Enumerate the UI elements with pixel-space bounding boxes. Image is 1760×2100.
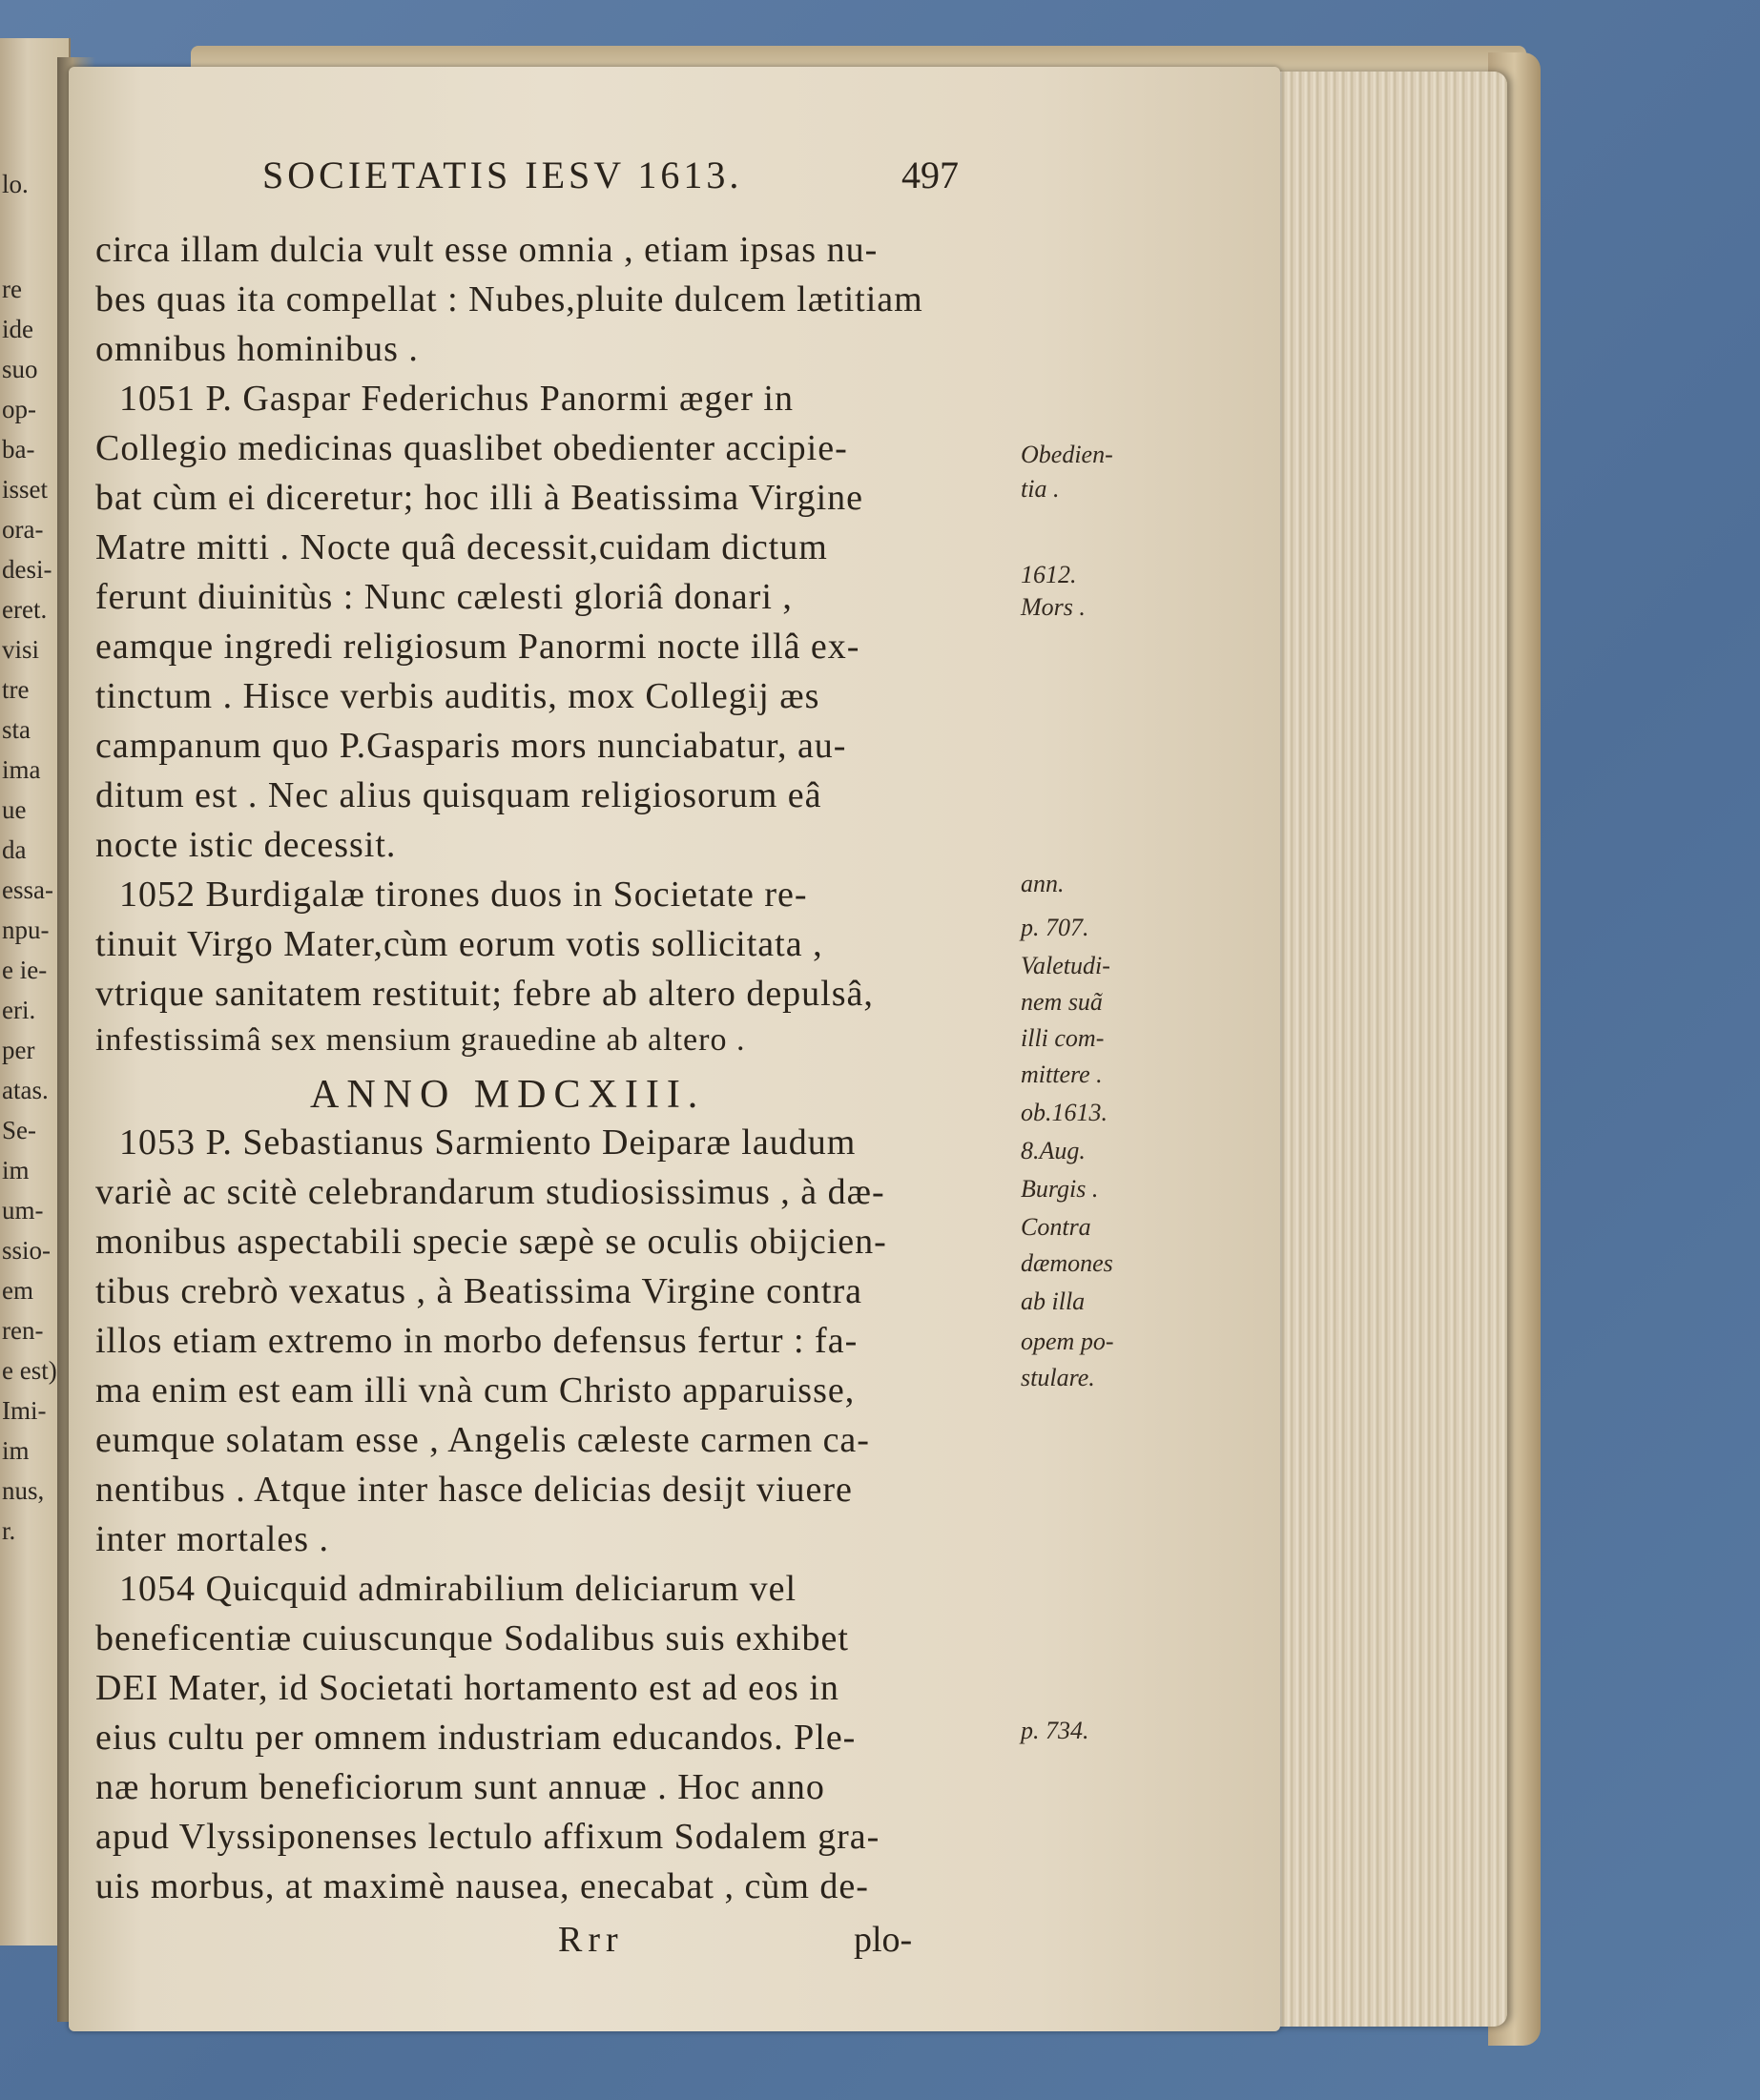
left-fragment: Se- — [2, 1116, 36, 1144]
left-fragment: essa- — [2, 875, 53, 904]
body-line: ma enim est eam illi vnà cum Christo apparuisse, — [95, 1370, 856, 1410]
body-line: monibus aspectabili specie sæpè se oculis obijcien- — [95, 1222, 887, 1262]
body-line: campanum quo P.Gasparis mors nunciabatur, au- — [95, 726, 847, 766]
left-fragment: op- — [2, 395, 36, 423]
left-fragment: desi- — [2, 555, 52, 584]
left-fragment: isset — [2, 475, 49, 504]
margin-note: nem suã — [1021, 988, 1103, 1016]
signature-mark: Rrr — [558, 1920, 624, 1960]
left-fragment: eri. — [2, 996, 36, 1024]
body-line: ferunt diuinitùs : Nunc cælesti gloriâ donari , — [95, 577, 793, 617]
left-fragment: eret. — [2, 595, 48, 624]
body-line: 1052 Burdigalæ tirones duos in Societate re- — [119, 875, 808, 915]
left-fragment: um- — [2, 1196, 44, 1225]
left-fragment: ssio- — [2, 1236, 52, 1265]
left-fragment: im — [2, 1156, 30, 1184]
left-fragment: da — [2, 835, 27, 864]
page-fore-edge — [1269, 72, 1507, 2027]
left-fragment: ide — [2, 315, 33, 343]
section-title: ANNO MDCXIII. — [310, 1073, 706, 1117]
margin-note: illi com- — [1021, 1024, 1105, 1052]
body-line: apud Vlyssiponenses lectulo affixum Sodalem gra- — [95, 1817, 880, 1857]
body-line: Collegio medicinas quaslibet obedienter accipie- — [95, 428, 848, 468]
margin-note: Contra — [1021, 1213, 1091, 1241]
margin-note: opem po- — [1021, 1328, 1114, 1355]
left-fragment: per — [2, 1036, 35, 1064]
body-line: DEI Mater, id Societati hortamento est ad eos in — [95, 1668, 839, 1708]
body-line: omnibus hominibus . — [95, 329, 419, 369]
margin-note: tia . — [1021, 475, 1060, 503]
body-line: bat cùm ei diceretur; hoc illi à Beatissima Virgine — [95, 478, 863, 518]
left-fragment: Imi- — [2, 1396, 47, 1425]
left-fragment: ba- — [2, 435, 35, 463]
margin-note: dæmones — [1021, 1249, 1113, 1277]
left-fragment: npu- — [2, 916, 50, 944]
running-title: SOCIETATIS IESV 1613. — [262, 154, 743, 196]
body-line: vtrique sanitatem restituit; febre ab altero depulsâ, — [95, 974, 874, 1014]
margin-note: Valetudi- — [1021, 952, 1110, 979]
body-line: 1054 Quicquid admirabilium deliciarum vel — [119, 1569, 797, 1609]
page-number: 497 — [901, 154, 959, 196]
margin-note: Burgis . — [1021, 1175, 1099, 1203]
body-line: tinctum . Hisce verbis auditis, mox Collegij æs — [95, 676, 820, 716]
left-fragment: im — [2, 1436, 30, 1465]
body-line: circa illam dulcia vult esse omnia , etiam ipsas nu- — [95, 230, 879, 270]
body-line: nentibus . Atque inter hasce delicias desijt viuere — [95, 1470, 853, 1510]
body-line: infestissimâ sex mensium grauedine ab altero . — [95, 1022, 746, 1058]
margin-note: 8.Aug. — [1021, 1137, 1086, 1164]
body-line: illos etiam extremo in morbo defensus fertur : fa- — [95, 1321, 859, 1361]
left-fragment: lo. — [2, 170, 29, 198]
margin-note: ab illa — [1021, 1287, 1086, 1315]
left-fragment: suo — [2, 355, 38, 383]
body-line: ditum est . Nec alius quisquam religiosorum eâ — [95, 775, 822, 815]
body-line: variè ac scitè celebrandarum studiosissimus , à dæ- — [95, 1172, 885, 1212]
margin-note: p. 734. — [1021, 1717, 1089, 1744]
left-fragment: sta — [2, 715, 31, 744]
margin-note: 1612. — [1021, 561, 1077, 588]
left-fragment: r. — [2, 1516, 16, 1545]
body-line: eumque solatam esse , Angelis cæleste carmen ca- — [95, 1420, 870, 1460]
margin-note: ob.1613. — [1021, 1099, 1108, 1126]
left-fragment: ima — [2, 755, 41, 784]
left-fragment: atas. — [2, 1076, 49, 1104]
left-fragment: em — [2, 1276, 33, 1305]
left-fragment: tre — [2, 675, 30, 704]
body-line: 1051 P. Gaspar Federichus Panormi æger in — [119, 379, 794, 419]
left-fragment: e est) — [2, 1356, 57, 1385]
margin-note: ann. — [1021, 870, 1065, 897]
body-line: bes quas ita compellat : Nubes,pluite dulcem lætitiam — [95, 279, 923, 319]
body-line: uis morbus, at maximè nausea, enecabat , cùm de- — [95, 1866, 869, 1906]
body-line: tinuit Virgo Mater,cùm eorum votis sollicitata , — [95, 924, 823, 964]
left-fragment: nus, — [2, 1476, 45, 1505]
margin-note: p. 707. — [1021, 914, 1089, 941]
left-fragment: ue — [2, 795, 27, 824]
margin-note: mittere . — [1021, 1060, 1103, 1088]
margin-note: Obedien- — [1021, 441, 1113, 468]
body-line: inter mortales . — [95, 1519, 329, 1559]
body-line: nocte istic decessit. — [95, 825, 397, 865]
left-fragment: e ie- — [2, 956, 48, 984]
body-line: Matre mitti . Nocte quâ decessit,cuidam dictum — [95, 527, 828, 567]
body-line: beneficentiæ cuiuscunque Sodalibus suis exhibet — [95, 1618, 849, 1658]
body-line: næ horum beneficiorum sunt annuæ . Hoc anno — [95, 1767, 825, 1807]
body-line: eamque ingredi religiosum Panormi nocte illâ ex- — [95, 627, 860, 667]
left-fragment: ren- — [2, 1316, 44, 1345]
body-line: 1053 P. Sebastianus Sarmiento Deiparæ laudum — [119, 1122, 857, 1163]
body-line: tibus crebrò vexatus , à Beatissima Virgine contra — [95, 1271, 863, 1311]
margin-note: Mors . — [1021, 593, 1086, 621]
body-line: eius cultu per omnem industriam educandos. Ple- — [95, 1718, 857, 1758]
left-fragment: ora- — [2, 515, 44, 544]
catchword: plo- — [854, 1920, 913, 1960]
left-fragment: re — [2, 275, 22, 303]
left-fragment: visi — [2, 635, 40, 664]
margin-note: stulare. — [1021, 1364, 1095, 1391]
